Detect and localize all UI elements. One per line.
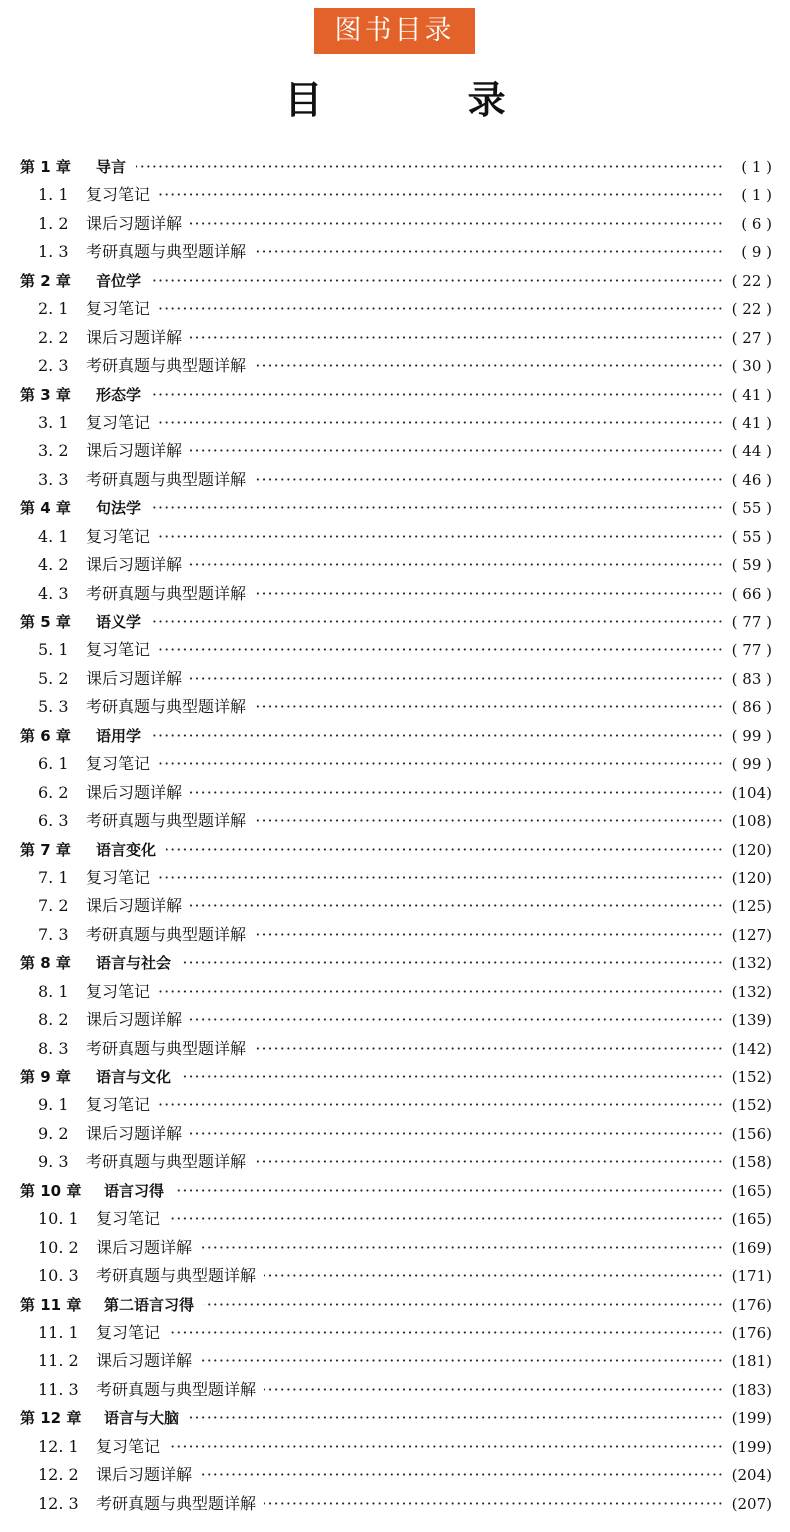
page-number: (199) [731,1409,772,1428]
section-title: 课后习题详解 [86,896,183,916]
page-number: (207) [731,1494,772,1513]
section-number: 10. 1 [38,1209,79,1229]
toc-chapter-row[interactable] [20,1063,772,1091]
section-title: 复习笔记 [86,1095,151,1115]
section-number: 11. 3 [38,1379,79,1399]
page-number: ( 55 ) [731,527,772,546]
page-number: (204) [731,1466,772,1485]
toc-section-row[interactable] [20,181,772,209]
section-number: 5. 2 [38,668,69,688]
section-title: 复习笔记 [86,981,151,1001]
section-title: 课后习题详解 [86,668,183,688]
section-title: 复习笔记 [86,754,151,774]
page-number: (169) [731,1238,772,1257]
toc-section-row[interactable] [20,978,772,1006]
toc-section-row[interactable] [20,523,772,551]
section-title: 复习笔记 [86,867,151,887]
leader-dots [190,324,724,352]
toc-section-row[interactable] [20,1148,772,1176]
page-number: (132) [731,954,772,973]
page-number: (199) [731,1437,772,1456]
leader-dots [190,892,724,920]
page-number: (142) [731,1039,772,1058]
toc-section-row[interactable] [20,324,772,352]
section-title: 复习笔记 [96,1436,161,1456]
chapter-title: 语义学 [96,613,142,631]
page-number: (139) [731,1011,772,1030]
page-number: ( 46 ) [731,470,772,489]
section-number: 12. 1 [38,1436,79,1456]
page-title: 目 录 [284,77,572,122]
page-number: ( 77 ) [731,613,772,631]
section-title: 考研真题与典型题详解 [86,242,247,262]
section-title: 课后习题详解 [96,1351,193,1371]
leader-dots [200,1347,724,1375]
toc-section-row[interactable] [20,1461,772,1489]
section-number: 2. 2 [38,327,69,347]
page-number: ( 41 ) [731,385,772,404]
page-number: ( 9 ) [741,243,772,262]
section-title: 考研真题与典型题详解 [86,924,247,944]
toc-section-row[interactable] [20,1120,772,1148]
section-title: 课后习题详解 [86,213,183,233]
section-title: 课后习题详解 [86,1010,183,1030]
toc-section-row[interactable] [20,238,772,266]
leader-dots [158,864,724,892]
section-title: 课后习题详解 [86,441,183,461]
section-title: 复习笔记 [86,299,151,319]
page-number: ( 1 ) [741,158,772,176]
section-title: 考研真题与典型题详解 [86,697,247,717]
section-number: 12. 2 [38,1465,79,1485]
section-title: 考研真题与典型题详解 [96,1493,257,1513]
page-number: ( 86 ) [731,698,772,717]
section-title: 课后习题详解 [86,327,183,347]
leader-dots [158,295,724,323]
section-title: 复习笔记 [86,640,151,660]
chapter-title: 语言变化 [96,840,157,859]
leader-dots [168,1205,724,1233]
toc-section-row[interactable] [20,551,772,579]
leader-dots [151,608,724,636]
toc-chapter-row[interactable] [20,722,772,750]
page-number: ( 83 ) [731,669,772,688]
section-number: 8. 1 [38,981,69,1001]
page-number: ( 99 ) [731,726,772,745]
toc-chapter-row[interactable] [20,267,772,295]
page-number: ( 77 ) [731,641,772,660]
section-number: 5. 1 [38,640,69,660]
section-title: 课后习题详解 [86,1123,183,1143]
leader-dots [254,238,724,266]
toc-section-row[interactable] [20,864,772,892]
page-number: ( 22 ) [731,271,772,290]
chapter-number: 第 10 章 [20,1181,82,1200]
section-number: 4. 1 [38,526,69,546]
chapter-title: 句法学 [96,499,142,518]
leader-dots [166,836,724,864]
section-number: 1. 1 [38,185,69,205]
chapter-number: 第 8 章 [20,954,71,973]
section-title: 考研真题与典型题详解 [86,1038,247,1058]
chapter-title: 语言习得 [104,1181,165,1200]
leader-dots [254,352,724,380]
section-title: 复习笔记 [96,1322,161,1342]
chapter-number: 第 5 章 [20,613,71,631]
leader-dots [158,636,724,664]
page-number: (125) [731,897,772,916]
toc-chapter-row[interactable] [20,949,772,977]
chapter-title: 形态学 [96,385,142,404]
section-number: 1. 3 [38,242,69,262]
page-number: (132) [731,982,772,1001]
section-number: 12. 3 [38,1493,79,1513]
section-number: 10. 2 [38,1237,79,1257]
toc-section-row[interactable] [20,466,772,494]
section-number: 9. 2 [38,1123,69,1143]
toc-chapter-row[interactable] [20,494,772,522]
page-number: (183) [731,1380,772,1399]
chapter-title: 语言与社会 [96,954,172,973]
toc-section-row[interactable] [20,1376,772,1404]
toc-section-row[interactable] [20,1234,772,1262]
leader-dots [254,1148,724,1176]
leader-dots [254,1035,724,1063]
section-number: 8. 2 [38,1010,69,1030]
toc-section-row[interactable] [20,580,772,608]
leader-dots [200,1461,724,1489]
page-number: (120) [731,868,772,887]
toc-section-row[interactable] [20,437,772,465]
section-number: 2. 1 [38,299,69,319]
toc-chapter-row[interactable] [20,1291,772,1319]
leader-dots [158,181,724,209]
page-number: ( 6 ) [741,214,772,233]
section-number: 7. 2 [38,896,69,916]
table-of-contents [20,153,772,1518]
leader-dots [190,779,724,807]
section-title: 课后习题详解 [96,1237,193,1257]
leader-dots [254,807,724,835]
toc-section-row[interactable] [20,779,772,807]
section-number: 6. 1 [38,754,69,774]
leader-dots [264,1262,724,1290]
section-title: 考研真题与典型题详解 [96,1379,257,1399]
section-title: 复习笔记 [86,412,151,432]
book-contents-banner: 图书目录 [314,8,475,54]
leader-dots [174,1177,724,1205]
leader-dots [158,523,724,551]
toc-section-row[interactable] [20,1262,772,1290]
page-number: (176) [731,1323,772,1342]
section-number: 2. 3 [38,356,69,376]
section-number: 4. 3 [38,583,69,603]
section-number: 11. 1 [38,1322,79,1342]
leader-dots [151,381,724,409]
leader-dots [254,693,724,721]
page-number: (152) [731,1068,772,1086]
leader-dots [254,921,724,949]
section-title: 考研真题与典型题详解 [86,469,247,489]
toc-section-row[interactable] [20,665,772,693]
page-number: ( 27 ) [731,328,772,347]
toc-section-row[interactable] [20,1205,772,1233]
section-number: 7. 3 [38,924,69,944]
toc-chapter-row[interactable] [20,836,772,864]
toc-section-row[interactable] [20,1006,772,1034]
chapter-title: 第二语言习得 [104,1295,195,1314]
section-number: 7. 1 [38,867,69,887]
chapter-number: 第 7 章 [20,840,71,859]
chapter-number: 第 12 章 [20,1409,82,1428]
chapter-number: 第 3 章 [20,385,71,404]
toc-section-row[interactable] [20,210,772,238]
section-number: 6. 2 [38,782,69,802]
leader-dots [158,750,724,778]
toc-chapter-row[interactable] [20,153,772,181]
leader-dots [264,1490,724,1518]
leader-dots [181,949,724,977]
section-number: 9. 1 [38,1095,69,1115]
leader-dots [264,1376,724,1404]
leader-dots [158,1091,724,1119]
page-number: (165) [731,1181,772,1200]
page-number: (120) [731,840,772,859]
section-number: 9. 3 [38,1152,69,1172]
leader-dots [190,437,724,465]
section-title: 考研真题与典型题详解 [86,583,247,603]
page-number: (127) [731,925,772,944]
toc-chapter-row[interactable] [20,1404,772,1432]
toc-section-row[interactable] [20,636,772,664]
toc-section-row[interactable] [20,1490,772,1518]
section-number: 8. 3 [38,1038,69,1058]
chapter-number: 第 4 章 [20,499,71,518]
toc-section-row[interactable] [20,352,772,380]
page-number: ( 55 ) [731,499,772,518]
section-number: 10. 3 [38,1266,79,1286]
leader-dots [190,665,724,693]
toc-chapter-row[interactable] [20,608,772,636]
leader-dots [136,153,724,181]
leader-dots [190,1006,724,1034]
chapter-title: 音位学 [96,271,142,290]
leader-dots [190,1120,724,1148]
section-number: 11. 2 [38,1351,79,1371]
toc-section-row[interactable] [20,807,772,835]
toc-section-row[interactable] [20,295,772,323]
page-number: (176) [731,1295,772,1314]
section-title: 考研真题与典型题详解 [96,1266,257,1286]
page-number: (158) [731,1153,772,1172]
section-number: 6. 3 [38,811,69,831]
page-number: (171) [731,1267,772,1286]
chapter-number: 第 2 章 [20,271,71,290]
toc-section-row[interactable] [20,892,772,920]
leader-dots [168,1319,724,1347]
toc-section-row[interactable] [20,1347,772,1375]
toc-chapter-row[interactable] [20,381,772,409]
toc-chapter-row[interactable] [20,1177,772,1205]
section-number: 3. 1 [38,412,69,432]
leader-dots [204,1291,724,1319]
chapter-title: 导言 [96,158,127,176]
section-number: 3. 2 [38,441,69,461]
toc-section-row[interactable] [20,1035,772,1063]
leader-dots [151,267,724,295]
chapter-number: 第 1 章 [20,158,71,176]
leader-dots [181,1063,724,1091]
leader-dots [254,580,724,608]
page-number: ( 44 ) [731,442,772,461]
page-number: ( 59 ) [731,556,772,575]
page-number: (108) [731,812,772,831]
section-number: 5. 3 [38,697,69,717]
page-number: (181) [731,1352,772,1371]
page-number: (152) [731,1096,772,1115]
leader-dots [190,210,724,238]
leader-dots [151,722,724,750]
leader-dots [158,978,724,1006]
section-number: 3. 3 [38,469,69,489]
section-title: 考研真题与典型题详解 [86,1152,247,1172]
leader-dots [254,466,724,494]
section-title: 考研真题与典型题详解 [86,356,247,376]
chapter-title: 语言与大脑 [104,1409,180,1428]
chapter-number: 第 9 章 [20,1068,71,1086]
toc-section-row[interactable] [20,693,772,721]
toc-section-row[interactable] [20,750,772,778]
chapter-title: 语用学 [96,726,142,745]
page-number: (156) [731,1124,772,1143]
leader-dots [200,1234,724,1262]
page-number: ( 66 ) [731,584,772,603]
page-number: (104) [731,783,772,802]
section-number: 4. 2 [38,555,69,575]
leader-dots [189,1404,724,1432]
section-title: 复习笔记 [86,185,151,205]
section-title: 课后习题详解 [86,555,183,575]
chapter-title: 语言与文化 [96,1068,172,1086]
leader-dots [151,494,724,522]
section-number: 1. 2 [38,213,69,233]
toc-section-row[interactable] [20,1319,772,1347]
section-title: 课后习题详解 [86,782,183,802]
section-title: 复习笔记 [96,1209,161,1229]
chapter-number: 第 6 章 [20,726,71,745]
page-number: ( 1 ) [741,186,772,205]
toc-section-row[interactable] [20,1433,772,1461]
section-title: 考研真题与典型题详解 [86,811,247,831]
section-title: 课后习题详解 [96,1465,193,1485]
page-number: ( 41 ) [731,413,772,432]
page-number: (165) [731,1210,772,1229]
toc-section-row[interactable] [20,409,772,437]
toc-section-row[interactable] [20,1091,772,1119]
page-number: ( 30 ) [731,357,772,376]
section-title: 复习笔记 [86,526,151,546]
chapter-number: 第 11 章 [20,1295,82,1314]
page-number: ( 99 ) [731,755,772,774]
leader-dots [158,409,724,437]
toc-section-row[interactable] [20,921,772,949]
leader-dots [168,1433,724,1461]
page-number: ( 22 ) [731,300,772,319]
leader-dots [190,551,724,579]
